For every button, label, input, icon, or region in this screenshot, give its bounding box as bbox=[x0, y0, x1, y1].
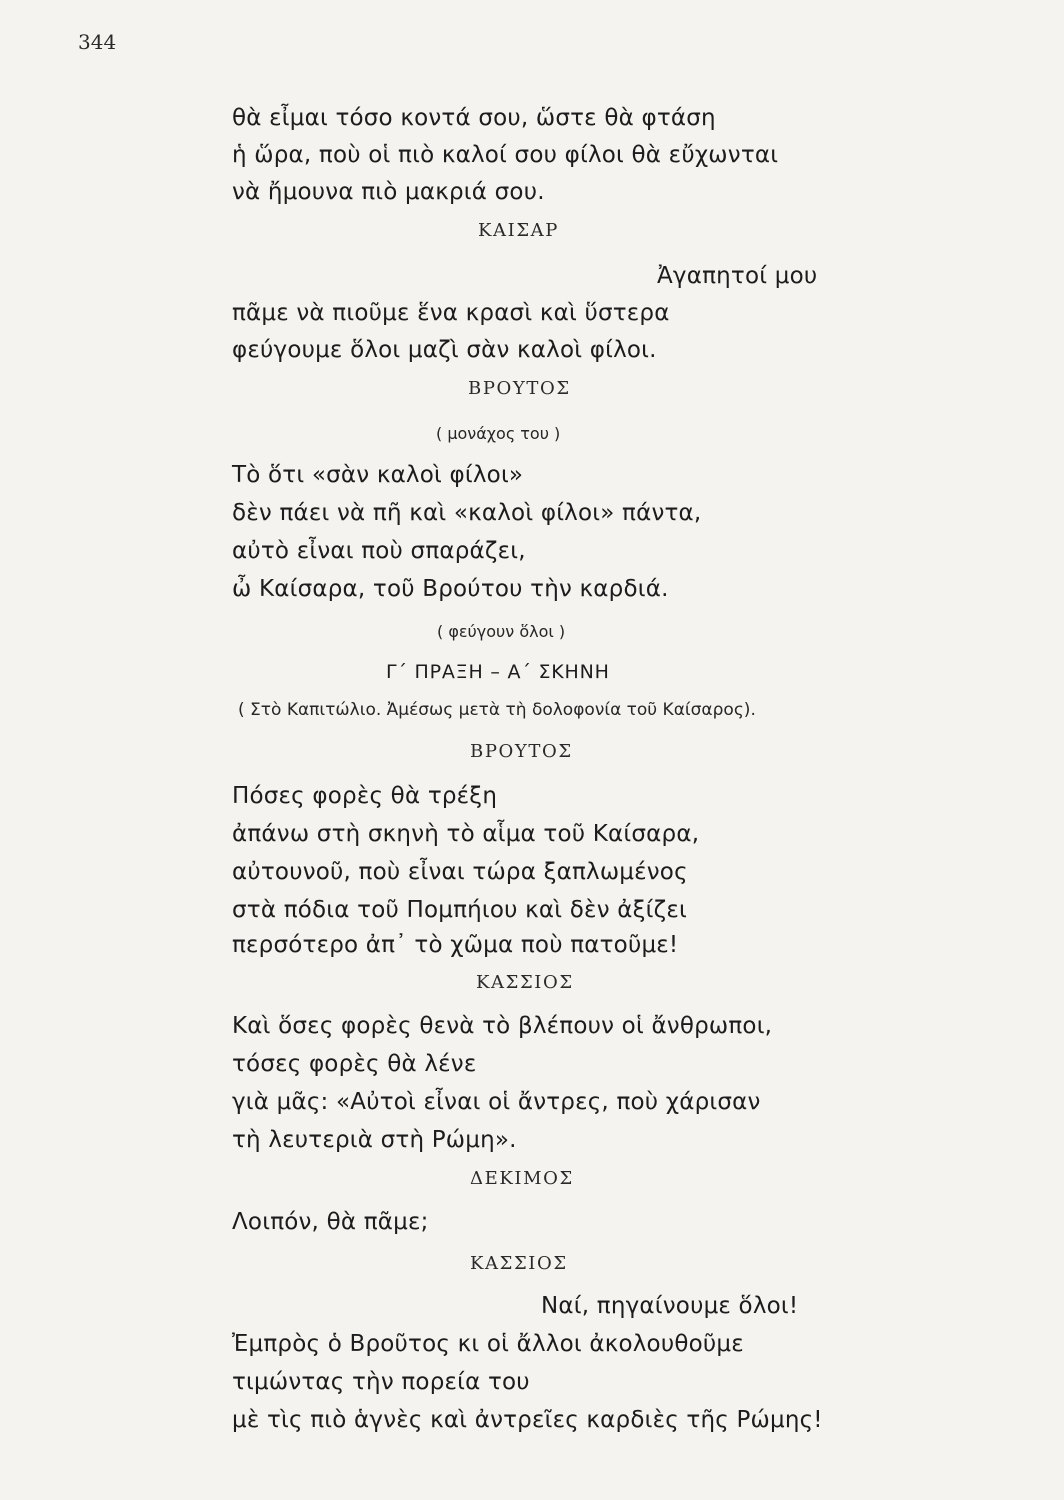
verse-line: δὲν πάει νὰ πῆ καὶ «καλοὶ φίλοι» πάντα, bbox=[232, 500, 702, 526]
verse-line: τιμώντας τὴν πορεία του bbox=[232, 1369, 530, 1395]
verse-line: ἀπάνω στὴ σκηνὴ τὸ αἷμα τοῦ Καίσαρα, bbox=[232, 821, 700, 847]
verse-line: ἡ ὥρα, ποὺ οἱ πιὸ καλοί σου φίλοι θὰ εὔχωνται bbox=[232, 142, 779, 168]
speaker-name: ΔΕΚΙΜΟΣ bbox=[470, 1168, 574, 1189]
speaker-name: ΒΡΟΥΤΟΣ bbox=[468, 378, 571, 399]
verse-line: ὦ Καίσαρα, τοῦ Βρούτου τὴν καρδιά. bbox=[232, 576, 669, 602]
verse-line: τὴ λευτεριὰ στὴ Ρώμη». bbox=[232, 1127, 517, 1153]
speaker-name: ΒΡΟΥΤΟΣ bbox=[470, 741, 573, 762]
stage-direction: ( μονάχος του ) bbox=[436, 424, 561, 443]
verse-line: αὐτὸ εἶναι ποὺ σπαράζει, bbox=[232, 538, 526, 564]
speaker-name: ΚΑΙΣΑΡ bbox=[478, 220, 559, 241]
verse-line: Λοιπόν, θὰ πᾶμε; bbox=[232, 1209, 429, 1235]
verse-line: θὰ εἶμαι τόσο κοντά σου, ὥστε θὰ φτάση bbox=[232, 105, 716, 131]
verse-line: Ἐμπρὸς ὁ Βροῦτος κι οἱ ἄλλοι ἀκολουθοῦμε bbox=[232, 1331, 744, 1357]
stage-direction: ( φεύγουν ὅλοι ) bbox=[437, 622, 566, 641]
verse-line: Ἀγαπητοί μου bbox=[657, 263, 818, 289]
page-number: 344 bbox=[78, 30, 117, 54]
verse-line: φεύγουμε ὅλοι μαζὶ σὰν καλοὶ φίλοι. bbox=[232, 337, 657, 363]
verse-line: τόσες φορὲς θὰ λένε bbox=[232, 1051, 477, 1077]
speaker-name: ΚΑΣΣΙΟΣ bbox=[470, 1253, 568, 1274]
verse-line: γιὰ μᾶς: «Αὐτοὶ εἶναι οἱ ἄντρες, ποὺ χάρισαν bbox=[232, 1089, 761, 1115]
verse-line: στὰ πόδια τοῦ Πομπήιου καὶ δὲν ἀξίζει bbox=[232, 897, 687, 923]
verse-line: Τὸ ὅτι «σὰν καλοὶ φίλοι» bbox=[232, 462, 524, 488]
verse-line: νὰ ἤμουνα πιὸ μακριά σου. bbox=[232, 179, 545, 205]
verse-line: Πόσες φορὲς θὰ τρέξη bbox=[232, 783, 498, 809]
verse-line: Ναί, πηγαίνουμε ὅλοι! bbox=[541, 1293, 799, 1319]
speaker-name: ΚΑΣΣΙΟΣ bbox=[476, 972, 574, 993]
verse-line: αὐτουνοῦ, ποὺ εἶναι τώρα ξαπλωμένος bbox=[232, 859, 688, 885]
stage-direction: ( Στὸ Καπιτώλιο. Ἀμέσως μετὰ τὴ δολοφονία τοῦ Καίσαρος). bbox=[238, 700, 756, 720]
verse-line: Καὶ ὅσες φορὲς θενὰ τὸ βλέπουν οἱ ἄνθρωποι, bbox=[232, 1013, 773, 1039]
verse-line: πᾶμε νὰ πιοῦμε ἕνα κρασὶ καὶ ὕστερα bbox=[232, 300, 670, 326]
verse-line: περσότερο ἀπ᾽ τὸ χῶμα ποὺ πατοῦμε! bbox=[232, 932, 679, 958]
scene-heading: Γ΄ ΠΡΑΞΗ – Α΄ ΣΚΗΝΗ bbox=[386, 661, 610, 683]
verse-line: μὲ τὶς πιὸ ἁγνὲς καὶ ἀντρεῖες καρδιὲς τῆς Ρώμης! bbox=[232, 1407, 823, 1433]
